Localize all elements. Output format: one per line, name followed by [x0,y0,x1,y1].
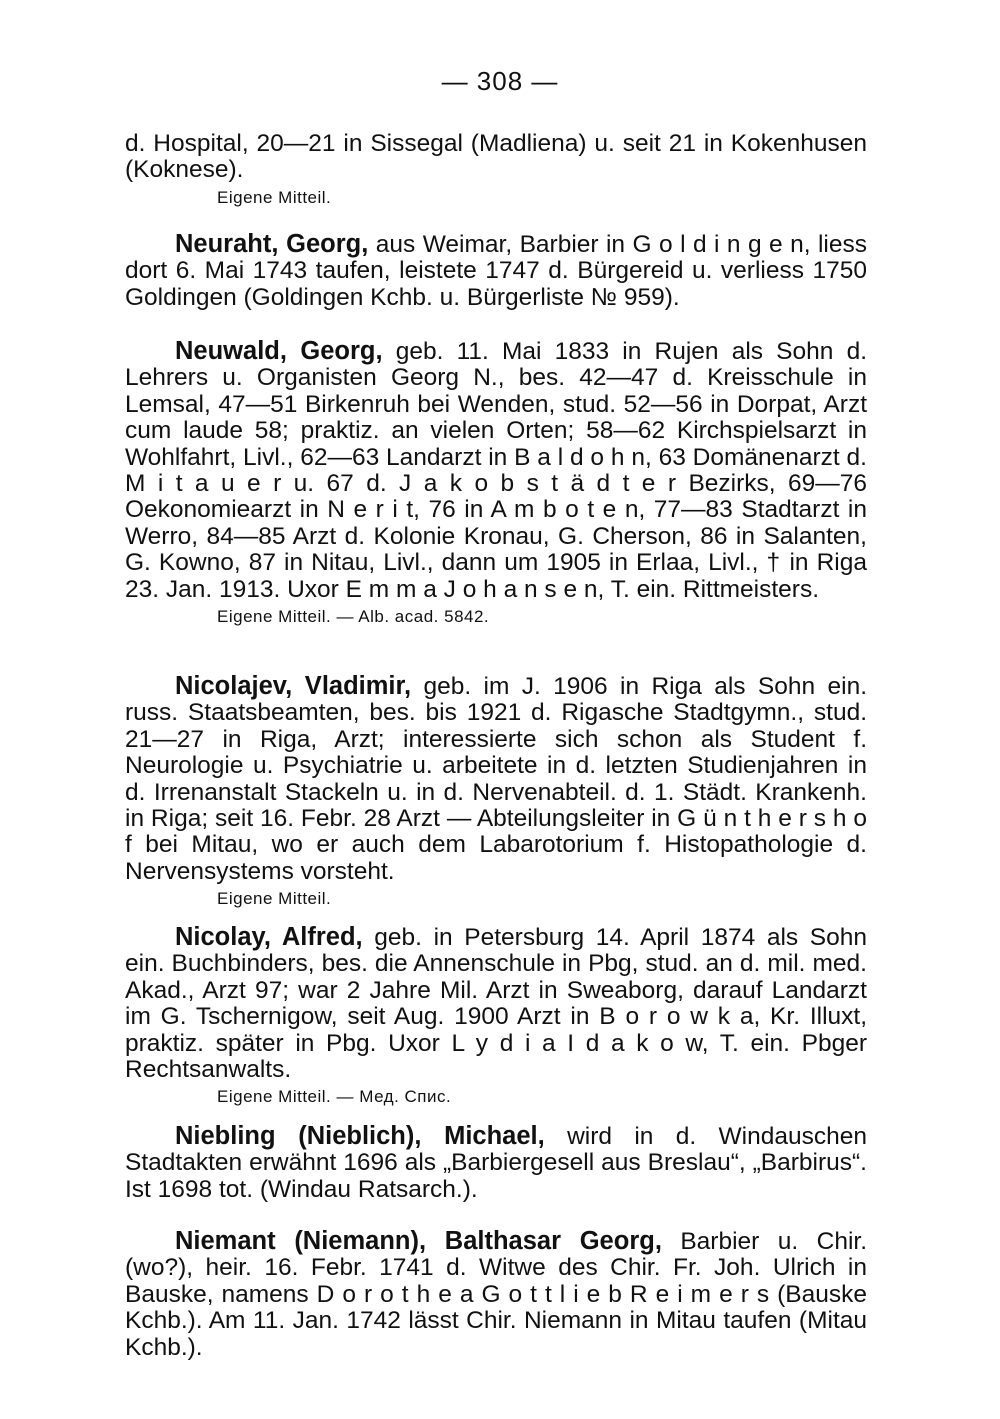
entry-text: geb. in Petersburg 14. April 1874 als Sohn ein. Buchbinders, bes. die Annenschule in Pbg, stud. an d. mil. med. Akad., Arzt 97; war 2 Jahre Mil. Arzt in Sweaborg, darauf Landarzt im G. Tschernigow, seit Aug. 1900 Arzt in B o r o w k a, Kr. Illuxt, praktiz. später in Pbg. Uxor L y d i a I d a k o w, T. ein. Pbger Rechtsanwalts. [125,924,868,1084]
entry-source: Eigene Mitteil. [217,187,332,207]
entry-text: geb. 11. Mai 1833 in Rujen als Sohn d. Lehrers u. Organisten Georg N., bes. 42—47 d. Kreisschule in Lemsal, 47—51 Birkenruh bei Wenden, stud. 52—56 in Dorpat, Arzt cum laude 58; praktiz. an vielen Orten; 58—62 Kirchspielsarzt in Wohlfahrt, Livl., 62—63 Landarzt in B a l d o h n, 63 Domänenarzt d. M i t a u e r u. 67 d. J a k o b s t ä d t e r Bezirks, 69—76 Oekonomiearzt in N e r i t, 76 in A m b o t e n, 77—83 Stadtarzt in Werro, 84—85 Arzt d. Kolonie Kronau, G. Cherson, 86 in Salanten, G. Kowno, 87 in Nitau, Livl., dann um 1905 in Erlaa, Livl., † in Riga 23. Jan. 1913. Uxor E m m a J o h a n s e n, T. ein. Rittmeisters. [125,338,868,603]
entry-neuraht [125,231,867,311]
entry-text: wird in d. Windauschen Stadtakten erwähnt 1696 als „Barbiergesell aus Breslau“, „Barbirus“. Ist 1698 tot. (Windau Ratsarch.). [125,1123,867,1203]
entry-name: Neuraht, Georg, [175,230,369,258]
entry-niemant [125,1228,867,1361]
entry-neuwald [125,338,867,627]
entry-name: Nicolay, Alfred, [175,923,363,951]
entry-source: Eigene Mitteil. [217,889,332,909]
entry-paragraph [125,131,867,184]
entry-paragraph [125,1123,867,1203]
entry-name: Niebling (Nieblich), Michael, [175,1122,545,1150]
entry-paragraph [125,924,867,1083]
entry-text: aus Weimar, Barbier in G o l d i n g e n, liess dort 6. Mai 1743 taufen, leistete 1747 d. Bürgereid u. verliess 1750 Goldingen (Goldingen Kchb. u. Bürgerliste № 959). [125,231,868,311]
entry-continuation [125,131,867,208]
entry-paragraph [125,1228,867,1361]
entry-text: geb. im J. 1906 in Riga als Sohn ein. russ. Staatsbeamten, bes. bis 1921 d. Rigasche Stadtgymn., stud. 21—27 in Riga, Arzt; interessierte sich schon als Student f. Neurologie u. Psychiatrie u. arbeitete in d. letzten Studienjahren in d. Irrenanstalt Stackeln u. in d. Nervenabteil. d. 1. Städt. Krankenh. in Riga; seit 16. Febr. 28 Arzt — Abteilungsleiter in G ü n t h e r s h o f bei Mitau, wo er auch dem Labarotorium f. Histopathologie d. Nervensystems vorsteht. [125,673,867,885]
entry-paragraph [125,338,867,603]
page-number: — 308 — [441,66,559,96]
entry-paragraph [125,231,867,311]
entry-niebling [125,1123,867,1203]
entry-source: Eigene Mitteil. — Alb. acad. 5842. [217,607,490,627]
entry-nicolay [125,924,867,1107]
entry-text: Barbier u. Chir. (wo?), heir. 16. Febr. 1741 d. Witwe des Chir. Fr. Joh. Ulrich in Bauske, namens D o r o t h e a G o t t l i e b R e i m e r s (Bauske Kchb.). Am 11. Jan. 1742 lässt Chir. Niemann in Mitau taufen (Mitau Kchb.). [125,1228,867,1361]
entry-name: Niemant (Niemann), Balthasar Georg, [175,1227,662,1255]
entry-name: Neuwald, Georg, [175,337,383,365]
entry-name: Nicolajev, Vladimir, [175,672,412,700]
entry-source: Eigene Mitteil. — Мед. Спис. [217,1087,452,1107]
entry-text: d. Hospital, 20—21 in Sissegal (Madliena) u. seit 21 in Kokenhusen (Koknese). [125,130,867,184]
entry-paragraph [125,673,867,885]
entry-nicolajev [125,673,867,909]
